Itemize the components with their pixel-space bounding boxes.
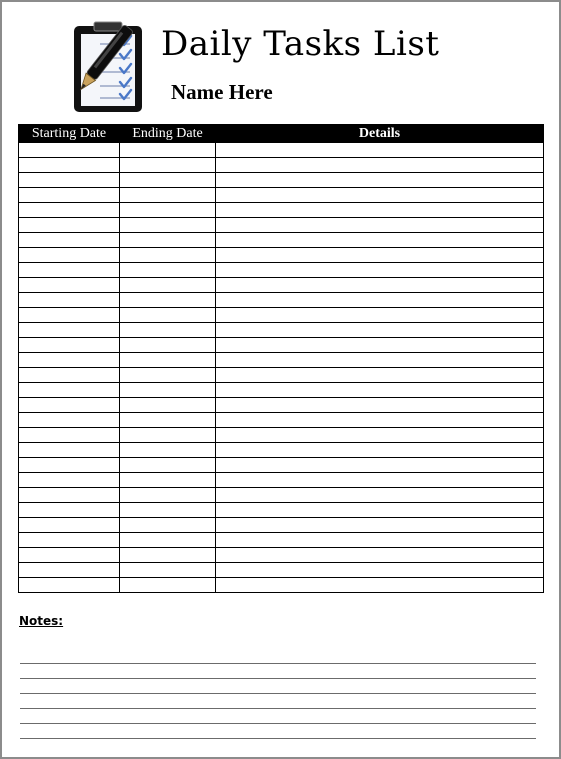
table-row [19,518,544,533]
ending-date-cell[interactable] [120,368,216,383]
starting-date-cell[interactable] [19,203,120,218]
details-cell[interactable] [216,368,544,383]
ending-date-cell[interactable] [120,458,216,473]
table-row [19,338,544,353]
notes-label: Notes: [19,614,64,628]
tasks-table-body [19,143,544,593]
table-row [19,368,544,383]
starting-date-cell[interactable] [19,548,120,563]
starting-date-cell[interactable] [19,158,120,173]
notes-lines [20,649,536,739]
starting-date-cell[interactable] [19,293,120,308]
starting-date-cell[interactable] [19,338,120,353]
starting-date-cell[interactable] [19,218,120,233]
ending-date-cell[interactable] [120,518,216,533]
details-cell[interactable] [216,158,544,173]
starting-date-cell[interactable] [19,488,120,503]
details-cell[interactable] [216,323,544,338]
column-header-details: Details [216,125,544,143]
note-line[interactable] [20,724,536,739]
ending-date-cell[interactable] [120,503,216,518]
details-cell[interactable] [216,353,544,368]
starting-date-cell[interactable] [19,473,120,488]
tasks-table [18,124,544,593]
ending-date-cell[interactable] [120,398,216,413]
table-row [19,353,544,368]
name-field[interactable]: Name Here [171,80,273,104]
ending-date-cell[interactable] [120,158,216,173]
clipboard-checklist-pen-icon [60,20,160,116]
ending-date-cell[interactable] [120,383,216,398]
note-line[interactable] [20,649,536,664]
details-cell[interactable] [216,248,544,263]
starting-date-cell[interactable] [19,308,120,323]
table-row [19,383,544,398]
starting-date-cell[interactable] [19,248,120,263]
note-line[interactable] [20,664,536,679]
column-header-starting-date: Starting Date [19,125,120,143]
ending-date-cell[interactable] [120,278,216,293]
ending-date-cell[interactable] [120,428,216,443]
details-cell[interactable] [216,473,544,488]
note-line[interactable] [20,679,536,694]
ending-date-cell[interactable] [120,578,216,593]
starting-date-cell[interactable] [19,233,120,248]
ending-date-cell[interactable] [120,308,216,323]
ending-date-cell[interactable] [120,563,216,578]
page-title: Daily Tasks List [161,24,440,64]
note-line[interactable] [20,709,536,724]
starting-date-cell[interactable] [19,578,120,593]
details-cell[interactable] [216,383,544,398]
ending-date-cell[interactable] [120,203,216,218]
starting-date-cell[interactable] [19,188,120,203]
table-row [19,458,544,473]
table-row [19,323,544,338]
ending-date-cell[interactable] [120,218,216,233]
details-cell[interactable] [216,413,544,428]
ending-date-cell[interactable] [120,473,216,488]
starting-date-cell[interactable] [19,443,120,458]
table-row [19,293,544,308]
details-cell[interactable] [216,518,544,533]
starting-date-cell[interactable] [19,173,120,188]
table-row [19,173,544,188]
table-row [19,263,544,278]
details-cell[interactable] [216,398,544,413]
table-row [19,413,544,428]
details-cell[interactable] [216,188,544,203]
ending-date-cell[interactable] [120,323,216,338]
table-row [19,158,544,173]
starting-date-cell[interactable] [19,323,120,338]
details-cell[interactable] [216,533,544,548]
table-row [19,428,544,443]
ending-date-cell[interactable] [120,188,216,203]
details-cell[interactable] [216,458,544,473]
details-cell[interactable] [216,143,544,158]
starting-date-cell[interactable] [19,458,120,473]
ending-date-cell[interactable] [120,248,216,263]
starting-date-cell[interactable] [19,143,120,158]
table-row [19,503,544,518]
starting-date-cell[interactable] [19,398,120,413]
column-header-ending-date: Ending Date [120,125,216,143]
table-row [19,533,544,548]
details-cell[interactable] [216,278,544,293]
ending-date-cell[interactable] [120,353,216,368]
details-cell[interactable] [216,293,544,308]
ending-date-cell[interactable] [120,233,216,248]
table-row [19,218,544,233]
starting-date-cell[interactable] [19,503,120,518]
starting-date-cell[interactable] [19,263,120,278]
details-cell[interactable] [216,548,544,563]
details-cell[interactable] [216,488,544,503]
ending-date-cell[interactable] [120,293,216,308]
table-row [19,188,544,203]
starting-date-cell[interactable] [19,413,120,428]
starting-date-cell[interactable] [19,383,120,398]
ending-date-cell[interactable] [120,173,216,188]
table-row [19,488,544,503]
table-row [19,278,544,293]
table-row [19,233,544,248]
starting-date-cell[interactable] [19,278,120,293]
ending-date-cell[interactable] [120,443,216,458]
starting-date-cell[interactable] [19,368,120,383]
starting-date-cell[interactable] [19,533,120,548]
details-cell[interactable] [216,308,544,323]
details-cell[interactable] [216,503,544,518]
ending-date-cell[interactable] [120,338,216,353]
starting-date-cell[interactable] [19,428,120,443]
ending-date-cell[interactable] [120,488,216,503]
details-cell[interactable] [216,563,544,578]
starting-date-cell[interactable] [19,563,120,578]
details-cell[interactable] [216,443,544,458]
table-row [19,203,544,218]
details-cell[interactable] [216,338,544,353]
table-header-row [19,125,544,143]
ending-date-cell[interactable] [120,548,216,563]
table-row [19,473,544,488]
starting-date-cell[interactable] [19,518,120,533]
table-row [19,548,544,563]
details-cell[interactable] [216,173,544,188]
ending-date-cell[interactable] [120,263,216,278]
starting-date-cell[interactable] [19,353,120,368]
table-row [19,443,544,458]
details-cell[interactable] [216,578,544,593]
ending-date-cell[interactable] [120,413,216,428]
note-line[interactable] [20,694,536,709]
details-cell[interactable] [216,233,544,248]
ending-date-cell[interactable] [120,533,216,548]
table-row [19,248,544,263]
table-row [19,398,544,413]
details-cell[interactable] [216,428,544,443]
details-cell[interactable] [216,203,544,218]
table-row [19,563,544,578]
ending-date-cell[interactable] [120,143,216,158]
details-cell[interactable] [216,263,544,278]
table-row [19,143,544,158]
table-row [19,308,544,323]
table-row [19,578,544,593]
details-cell[interactable] [216,218,544,233]
